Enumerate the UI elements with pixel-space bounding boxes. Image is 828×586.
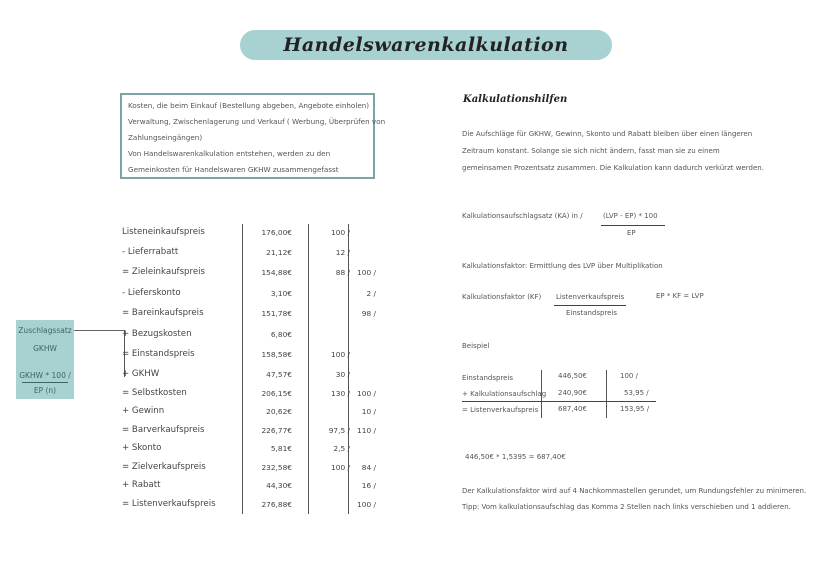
row-value: 6,80€	[270, 330, 292, 339]
row-label: = Listenverkaufspreis	[122, 499, 216, 509]
fraction-line	[22, 382, 68, 383]
side-box-title: Zuschlagssatz	[18, 326, 72, 335]
kf-intro: Kalkulationsfaktor: Ermittlung des LVP über Multiplikation	[462, 262, 663, 270]
beispiel-row-label: + Kalkulationsaufschlag	[462, 390, 547, 398]
kf-denominator: Einstandspreis	[566, 309, 618, 317]
page-title: Handelswarenkalkulation	[283, 34, 569, 56]
row-value: 21,12€	[266, 248, 292, 257]
footer-line: Der Kalkulationsfaktor wird auf 4 Nachkommastellen gerundet, um Rundungsfehler zu minimeren.	[462, 487, 807, 495]
row-percent-1: 12 /	[335, 248, 350, 257]
row-percent-2: 10 /	[361, 407, 376, 416]
row-label: + Rabatt	[122, 480, 161, 490]
row-percent-2: 16 /	[361, 481, 376, 490]
row-value: 226,77€	[261, 426, 292, 435]
row-percent-1: 30 /	[335, 370, 350, 379]
beispiel-row-label: = Listenverkaufspreis	[462, 406, 539, 414]
note-line: Kosten, die beim Einkauf (Bestellung abgeben, Angebote einholen)	[128, 101, 370, 110]
kalkulationshilfen-title: Kalkulationshilfen	[463, 94, 568, 105]
row-value: 151,78€	[261, 309, 292, 318]
row-label: + Bezugskosten	[122, 329, 192, 339]
row-label: Listeneinkaufspreis	[122, 227, 205, 237]
beispiel-row-pct: 53,95 /	[624, 389, 649, 397]
row-percent-2: 100 /	[357, 500, 376, 509]
intro-line: gemeinsamen Prozentsatz zusammen. Die Kalkulation kann dadurch verkürzt werden.	[462, 164, 764, 172]
row-label: - Lieferskonto	[122, 288, 181, 298]
kf-label: Kalkulationsfaktor (KF)	[462, 293, 542, 301]
row-value: 206,15€	[261, 389, 292, 398]
note-box	[120, 93, 386, 179]
beispiel-row-value: 240,90€	[558, 389, 587, 397]
ka-denominator: EP	[627, 229, 636, 237]
row-percent-2: 2 /	[366, 289, 376, 298]
intro-line: Die Aufschläge für GKHW, Gewinn, Skonto und Rabatt bleiben über einen längeren	[462, 130, 753, 138]
side-box-formula-top: GKHW * 100 /	[19, 371, 71, 380]
note-line: Zahlungseingängen)	[128, 133, 203, 142]
row-percent-2: 84 /	[361, 463, 376, 472]
beispiel-row-value: 446,50€	[558, 372, 587, 380]
connector-line	[74, 330, 124, 331]
row-value: 276,88€	[261, 500, 292, 509]
beispiel-row-pct: 100 /	[620, 372, 638, 380]
row-value: 3,10€	[270, 289, 292, 298]
note-line: Gemeinkosten für Handelswaren GKHW zusammengefasst	[128, 165, 339, 174]
row-percent-1: 88 /	[335, 268, 350, 277]
zuschlagssatz-box	[16, 320, 74, 399]
ka-numerator: (LVP - EP) * 100	[603, 212, 658, 220]
calc-line: 446,50€ * 1,5395 = 687,40€	[465, 453, 566, 461]
row-percent-2: 98 /	[361, 309, 376, 318]
row-percent-1: 97,5 /	[328, 426, 350, 435]
row-percent-2: 110 /	[357, 426, 376, 435]
row-value: 44,30€	[266, 481, 292, 490]
row-label: - Lieferrabatt	[122, 247, 179, 257]
kf-equation: EP * KF = LVP	[656, 292, 704, 300]
table-divider	[606, 370, 607, 418]
side-box-formula-bottom: EP (n)	[33, 386, 57, 395]
table-divider	[308, 224, 309, 514]
row-percent-1: 130 /	[331, 389, 350, 398]
row-value: 5,81€	[270, 444, 292, 453]
row-percent-2: 100 /	[357, 389, 376, 398]
side-box-subtitle: GKHW	[33, 344, 57, 353]
row-label: = Selbstkosten	[122, 388, 187, 398]
row-label: = Einstandspreis	[122, 349, 195, 359]
row-percent-2: 100 /	[357, 268, 376, 277]
note-line: Verwaltung, Zwischenlagerung und Verkauf ( Werbung, Überprüfen von	[128, 117, 386, 126]
row-value: 232,58€	[261, 463, 292, 472]
row-value: 154,88€	[261, 268, 292, 277]
row-value: 176,00€	[261, 228, 292, 237]
sum-line	[462, 401, 656, 402]
row-label: = Zielverkaufspreis	[122, 462, 206, 472]
page-title-banner	[240, 30, 612, 60]
row-percent-1: 100 /	[331, 463, 350, 472]
row-label: = Bareinkaufspreis	[122, 308, 204, 318]
row-label: + Gewinn	[122, 406, 165, 416]
kf-numerator: Listenverkaufspreis	[556, 293, 625, 301]
note-line: Von Handelswarenkalkulation entstehen, werden zu den	[128, 149, 331, 158]
beispiel-row-value: 687,40€	[558, 405, 587, 413]
fraction-line	[554, 305, 626, 306]
footer-line: Tipp: Vom kalkulationsaufschlag das Komma 2 Stellen nach links verschieben und 1 addieren.	[462, 503, 791, 511]
row-label: = Barverkaufspreis	[122, 425, 205, 435]
row-value: 47,57€	[266, 370, 292, 379]
row-percent-1: 2,5 /	[333, 444, 350, 453]
row-label: + GKHW	[122, 369, 160, 379]
row-label: = Zieleinkaufspreis	[122, 267, 205, 277]
row-label: + Skonto	[122, 443, 162, 453]
beispiel-row-label: Einstandspreis	[462, 374, 514, 382]
beispiel-label: Beispiel	[462, 342, 490, 350]
row-value: 20,62€	[266, 407, 292, 416]
intro-line: Zeitraum konstant. Solange sie sich nicht ändern, fasst man sie zu einem	[462, 147, 720, 155]
row-percent-1: 100 /	[331, 350, 350, 359]
row-percent-1: 100 /	[331, 228, 350, 237]
row-value: 158,58€	[261, 350, 292, 359]
ka-label: Kalkulationsaufschlagsatz (KA) in /	[462, 212, 583, 220]
beispiel-row-pct: 153,95 /	[620, 405, 650, 413]
fraction-line	[601, 225, 665, 226]
